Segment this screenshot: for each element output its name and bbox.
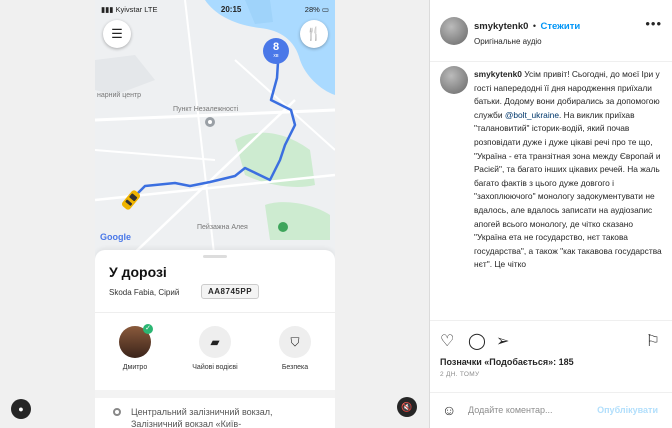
post-caption — [474, 68, 664, 318]
share-icon[interactable]: ➢ — [496, 333, 510, 350]
emoji-icon[interactable]: ☺ — [442, 402, 457, 418]
comment-input[interactable]: Додайте коментар... — [468, 405, 553, 415]
trip-sheet — [95, 250, 335, 428]
bookmark-icon[interactable]: ⚐ — [645, 333, 660, 350]
eta-unit: хв — [273, 53, 279, 59]
mute-button[interactable] — [397, 397, 417, 417]
taxi-car-icon — [121, 188, 141, 212]
car-model: Skoda Fabia, Сірий — [109, 288, 180, 297]
status-left — [101, 5, 157, 14]
phone-screenshot — [95, 0, 335, 428]
driver-avatar — [119, 326, 151, 358]
fork-knife-icon: 🍴 — [305, 26, 323, 41]
header-separator: • — [532, 21, 537, 31]
driver-name: Дмитро — [122, 364, 148, 371]
status-time: 20:15 — [220, 4, 242, 14]
map-view — [95, 0, 335, 262]
post-actions — [430, 320, 672, 392]
likes-count[interactable]: Позначки «Подобається»: 185 — [440, 357, 574, 367]
tip-label: Чайові водієві — [192, 364, 238, 371]
status-right — [305, 5, 329, 14]
signal-icon: ▮▮▮ — [101, 4, 114, 14]
destination — [131, 406, 273, 428]
original-audio-link[interactable]: Оригінальне аудіо — [474, 37, 542, 46]
eta-minutes: 8 — [272, 41, 280, 53]
map-label-alley: Пейзажна Алея — [197, 224, 248, 231]
caption-username[interactable]: smykytenk0 — [474, 69, 522, 79]
user-icon: ● — [18, 404, 24, 414]
heart-icon[interactable]: ♡ — [440, 333, 455, 350]
tip-button[interactable] — [183, 326, 247, 371]
carrier-name: Kyivstar — [115, 4, 143, 14]
sheet-handle[interactable] — [203, 255, 227, 258]
comment-icon[interactable]: ◯ — [468, 333, 486, 350]
caption-text-2: . На виклик приїхав "талановитий" історик-водій, який почав розповідати дуже і дуже цікаві речі про те що, "Україна - ета транзітная зона между Європай и Расієй", та багато інших цікавих речей. На жаль багато фактів з цього дуже довгого і "захоплюючого" монологу задокументувати не вдалось, але вдалось записати на аудіозапис апогей всього монологу, де чітко сказано "Україна ета не государство, нєт такова государства", а також "как такавова государства нєт". Це чітко — [474, 109, 662, 270]
author-username[interactable]: smykytenk0 — [474, 21, 529, 32]
safety-button[interactable] — [263, 326, 327, 371]
publish-button[interactable]: Опублікувати — [597, 405, 658, 415]
header-text — [474, 16, 580, 46]
caption-text-1: Усім привіт! Сьогодні, до моєї Іри у гості напередодні її дня народження приїхали батьки. Додому вони добирались за допомогою служби — [474, 69, 660, 120]
tip-icon: ▰ — [199, 326, 231, 358]
caption-author-avatar[interactable] — [440, 66, 468, 94]
post-time: 2 ДН. ТОМУ — [440, 371, 480, 378]
tagged-user-button[interactable] — [11, 399, 31, 419]
destination-line-2: Залізничний вокзал «Київ- — [131, 419, 242, 428]
more-icon[interactable]: ••• — [645, 16, 662, 31]
section-gap — [95, 390, 335, 398]
driver-button[interactable] — [103, 326, 167, 371]
menu-button[interactable] — [103, 20, 131, 48]
destination-dot-icon — [113, 408, 121, 416]
eta-pin — [263, 38, 289, 64]
map-label-square: Пункт Незалежності — [173, 106, 239, 113]
divider — [95, 312, 335, 313]
destination-line-1: Центральний залізничний вокзал, — [131, 407, 273, 417]
post-header — [430, 0, 672, 62]
license-plate: AA8745PP — [201, 284, 259, 299]
muted-speaker-icon: 🔇 — [401, 401, 413, 412]
follow-button[interactable]: Стежити — [540, 21, 581, 32]
map-label-center: нарний центр — [97, 92, 142, 99]
network-type: LTE — [144, 4, 158, 14]
trip-status: У дорозі — [109, 264, 167, 280]
status-bar — [95, 0, 335, 18]
verified-check-icon: ✓ — [143, 324, 153, 334]
author-avatar[interactable] — [440, 17, 468, 45]
comment-bar — [430, 392, 672, 428]
battery-icon: ▭ — [321, 4, 329, 14]
map-svg — [95, 0, 335, 262]
shield-icon: ⛉ — [279, 326, 311, 358]
post-sidebar — [430, 0, 672, 428]
safety-label: Безпека — [281, 364, 309, 371]
hamburger-icon: ☰ — [111, 26, 123, 41]
mention-link[interactable]: @bolt_ukraine — [504, 109, 559, 120]
google-logo: Google — [100, 232, 131, 242]
battery-percent: 28% — [304, 4, 320, 14]
food-button[interactable] — [300, 20, 328, 48]
